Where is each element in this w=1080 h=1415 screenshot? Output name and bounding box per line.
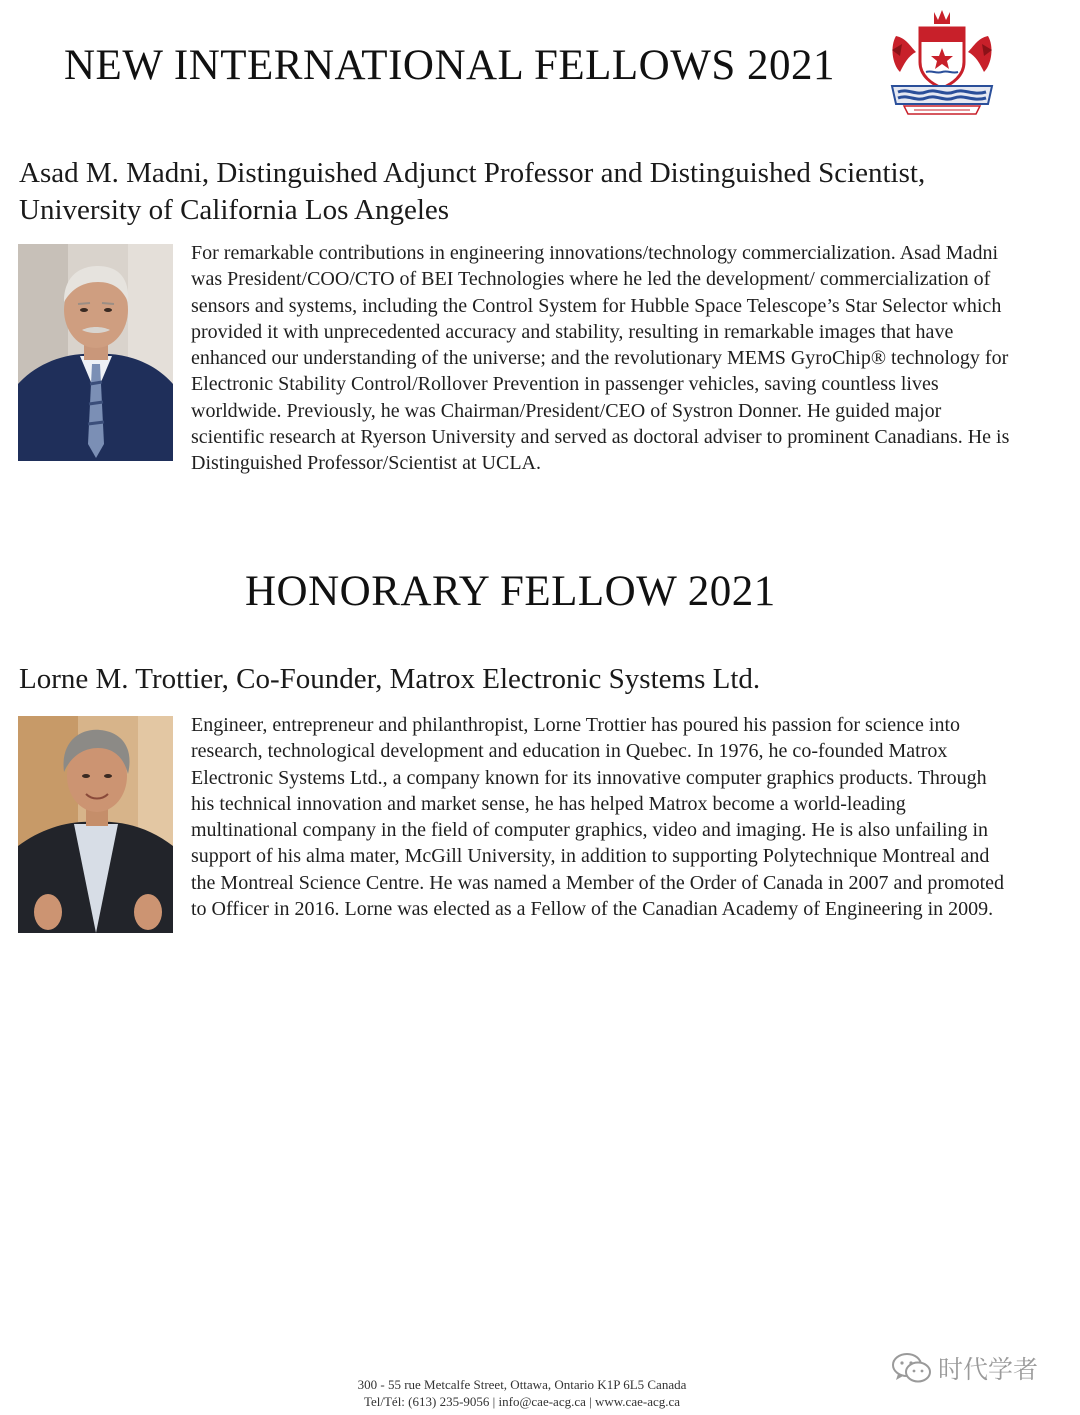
academy-coat-of-arms-icon — [886, 6, 998, 116]
fellow-2-portrait — [18, 716, 173, 933]
fellow-1-bio: For remarkable contributions in engineering innovations/technology commercialization. Asad Madni was President/COO/CTO of BEI Technologies where he led the development/ commercialization of sensors and systems, including the Control System for Hubble Space Telescope’s Star Selector which provided it with unprecedented accuracy and stability, resulting in remarkable images that have enhanced our understanding of the universe; and the revolutionary MEMS GyroChip® technology for Electronic Stability Control/Rollover Prevention in passenger vehicles, saving countless lives worldwide. Previously, he was Chairman/President/CEO of Systron Donner. He guided major scientific research at Ryerson University and served as doctoral adviser to prominent Canadians. He is Distinguished Professor/Scientist at UCLA. — [191, 242, 1010, 475]
fellow-1-name-title: Asad M. Madni, Distinguished Adjunct Professor and Distinguished Scientist, — [19, 157, 926, 189]
fellow-1-heading — [19, 155, 1019, 229]
wechat-icon — [890, 1351, 934, 1385]
page-title: NEW INTERNATIONAL FELLOWS 2021 — [64, 42, 835, 89]
fellow-2-bio: Engineer, entrepreneur and philanthropist, Lorne Trottier has poured his passion for science into research, technological development and education in Quebec. In 1976, he co-founded Matrox Electronic Systems Ltd., a company known for its innovative computer graphics products. Through his technical innovation and market sense, he has helped Matrox become a world-leading multinational company in the field of computer graphics, video and imaging. He is also unfailing in support of his alma mater, McGill University, in addition to supporting Polytechnique Montreal and the Montreal Science Centre. He was named a Member of the Order of Canada in 2007 and promoted to Officer in 2016. Lorne was elected as a Fellow of the Canadian Academy of Engineering in 2009. — [191, 714, 1005, 921]
section-title-honorary: HONORARY FELLOW 2021 — [245, 568, 776, 615]
footer-contact: Tel/Tél: (613) 235-9056 | info@cae-acg.ca | www.cae-acg.ca — [363, 1394, 681, 1409]
footer-address: 300 - 55 rue Metcalfe Street, Ottawa, Ontario K1P 6L5 Canada — [357, 1377, 687, 1392]
watermark — [890, 1350, 1038, 1386]
fellow-1-affiliation: University of California Los Angeles — [19, 194, 450, 226]
watermark-text: 时代学者 — [938, 1355, 1039, 1384]
fellow-1-portrait — [18, 244, 173, 461]
fellow-2-heading: Lorne M. Trottier, Co-Founder, Matrox Electronic Systems Ltd. — [19, 663, 761, 695]
